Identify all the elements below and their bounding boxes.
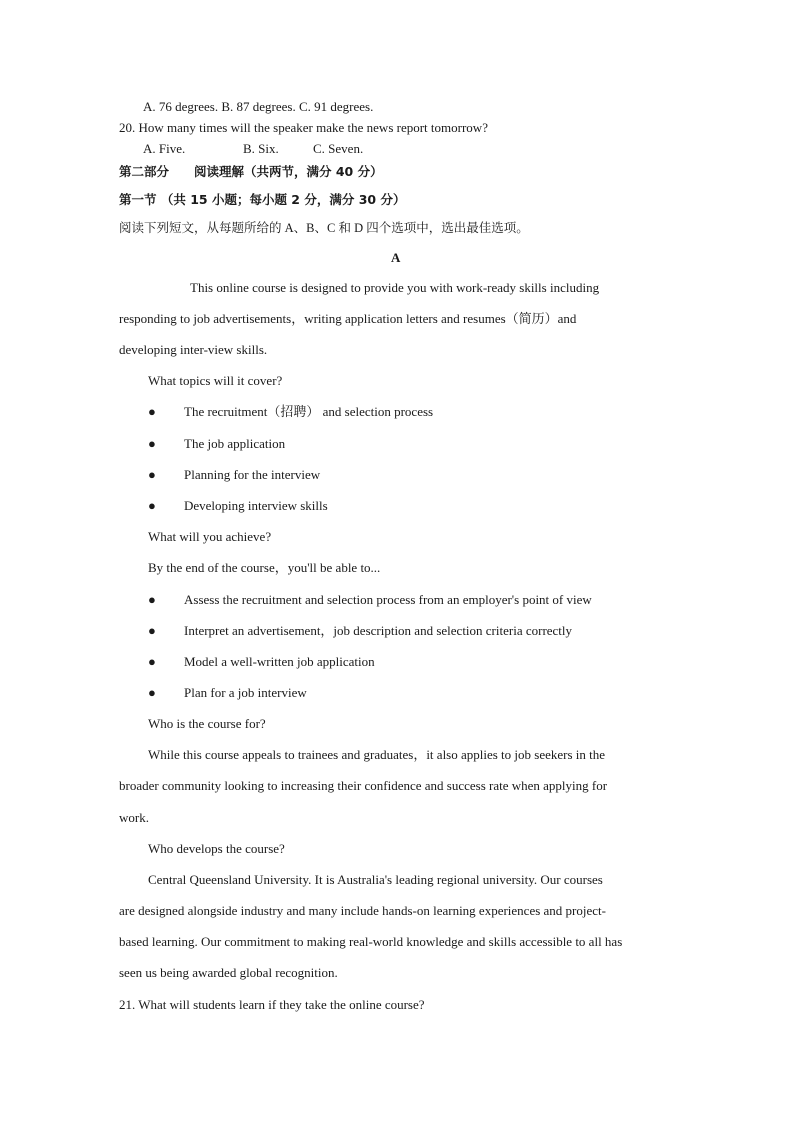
bullet-icon: ● bbox=[148, 623, 156, 638]
section1-title: 第一节 （共 15 小题；每小题 2 分，满分 30 分） bbox=[119, 192, 406, 207]
q20-option-b: B. Six. bbox=[243, 141, 279, 156]
for-line-3: work. bbox=[119, 810, 149, 825]
topic-item bbox=[148, 404, 433, 420]
q20-question: 20. How many times will the speaker make the news report tomorrow? bbox=[119, 120, 488, 135]
instructions: 阅读下列短文，从每题所给的 A、B、C 和 D 四个选项中，选出最佳选项。 bbox=[119, 221, 529, 235]
achievement-item bbox=[148, 623, 572, 639]
topic-text: Planning for the interview bbox=[184, 467, 321, 482]
bullet-icon: ● bbox=[148, 498, 156, 513]
bullet-icon: ● bbox=[148, 654, 156, 669]
topic-text: Developing interview skills bbox=[184, 498, 328, 513]
q19-options: A. 76 degrees. B. 87 degrees. C. 91 degrees. bbox=[143, 99, 374, 114]
dev-line-2: are designed alongside industry and many include hands-on learning experiences and project- bbox=[119, 903, 606, 918]
dev-line-4: seen us being awarded global recognition. bbox=[119, 965, 338, 980]
bullet-icon: ● bbox=[148, 685, 156, 700]
q20-option-a: A. Five. bbox=[143, 141, 186, 156]
achievement-text: Model a well-written job application bbox=[184, 654, 375, 669]
topic-text: The job application bbox=[184, 436, 286, 451]
part2-title: 第二部分 阅读理解（共两节，满分 40 分） bbox=[119, 164, 383, 179]
achievement-text: Plan for a job interview bbox=[184, 685, 307, 700]
dev-line-3: based learning. Our commitment to making real-world knowledge and skills accessible to all has bbox=[119, 934, 623, 949]
intro-line-3: developing inter-view skills. bbox=[119, 342, 268, 357]
topic-text: The recruitment（招聘） and selection process bbox=[184, 404, 434, 419]
achieve-heading: What will you achieve? bbox=[148, 529, 272, 544]
bullet-icon: ● bbox=[148, 404, 156, 419]
q20-option-c: C. Seven. bbox=[313, 141, 364, 156]
achievement-text: Interpret an advertisement，job description and selection criteria correctly bbox=[184, 623, 573, 638]
dev-heading: Who develops the course? bbox=[148, 841, 285, 856]
topics-heading: What topics will it cover? bbox=[148, 373, 283, 388]
q21-question: 21. What will students learn if they take the online course? bbox=[119, 997, 425, 1012]
for-line-1: While this course appeals to trainees and graduates，it also applies to job seekers in the bbox=[148, 747, 606, 762]
bullet-icon: ● bbox=[148, 592, 156, 607]
for-line-2: broader community looking to increasing their confidence and success rate when applying for bbox=[119, 778, 608, 793]
topic-item bbox=[148, 498, 328, 514]
achieve-intro: By the end of the course，you'll be able to... bbox=[148, 560, 381, 575]
topic-item bbox=[148, 467, 320, 483]
intro-line-1: This online course is designed to provide you with work-ready skills including bbox=[190, 280, 600, 295]
achievement-item bbox=[148, 654, 375, 670]
bullet-icon: ● bbox=[148, 436, 156, 451]
bullet-icon: ● bbox=[148, 467, 156, 482]
passage-label: A bbox=[391, 250, 401, 265]
intro-line-2: responding to job advertisements，writing application letters and resumes（简历）and bbox=[119, 311, 577, 326]
achievement-item bbox=[148, 592, 592, 608]
for-heading: Who is the course for? bbox=[148, 716, 266, 731]
q20-options bbox=[143, 141, 363, 157]
achievement-item bbox=[148, 685, 307, 701]
dev-line-1: Central Queensland University. It is Australia's leading regional university. Our courses bbox=[148, 872, 603, 887]
achievement-text: Assess the recruitment and selection process from an employer's point of view bbox=[184, 592, 592, 607]
topic-item bbox=[148, 436, 285, 452]
